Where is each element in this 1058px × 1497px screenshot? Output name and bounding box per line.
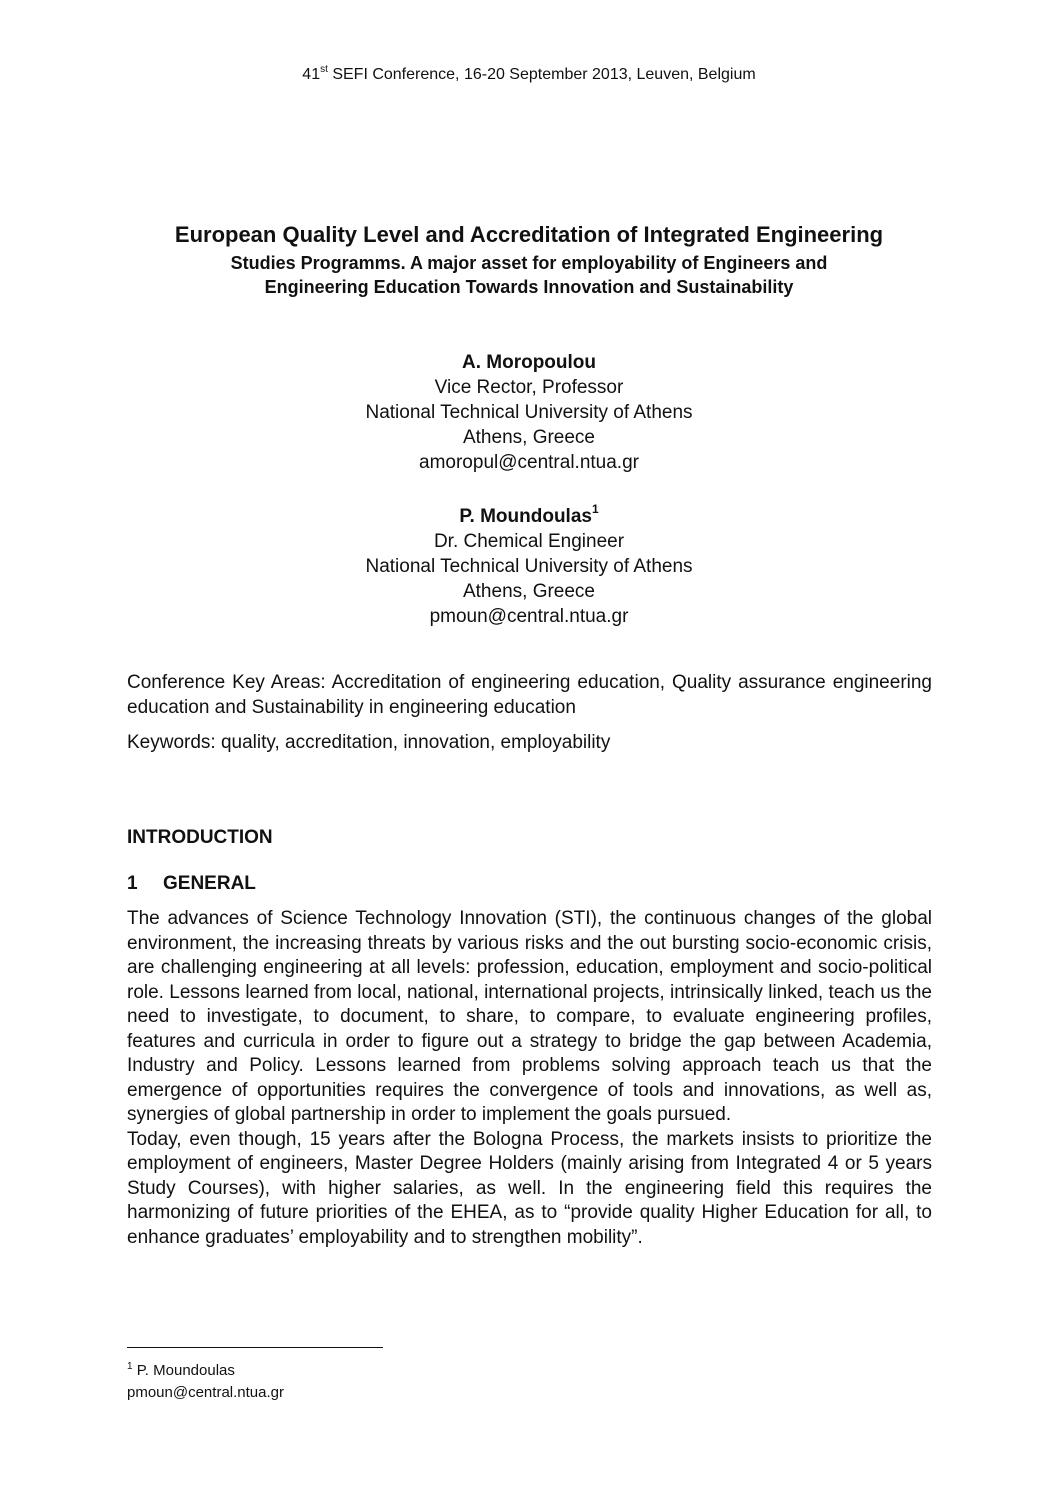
paper-title-subtitle [0, 251, 1058, 299]
author-name: A. Moropoulou [461, 352, 597, 373]
conference-key-areas: Conference Key Areas: Accreditation of engineering education, Quality assurance engineering education and Sustainability in engineering education [127, 672, 932, 718]
section-body [127, 907, 932, 1250]
paper-title-line1: European Quality Level and Accreditation of Integrated Engineering [174, 222, 884, 247]
paper-title-line2: Studies Programms. A major asset for employability of Engineers and [230, 253, 828, 273]
author-block-1 [0, 350, 1058, 475]
header-superscript: st [320, 64, 328, 75]
author-email[interactable]: pmoun@central.ntua.gr [429, 606, 629, 627]
author-block-2 [0, 497, 1058, 629]
author-name: P. Moundoulas [459, 506, 592, 527]
author-location: Athens, Greece [462, 581, 596, 602]
body-paragraph: Today, even though, 15 years after the Bologna Process, the markets insists to prioritize the employment of engineers, Master Degree Holders (mainly arising from Integrated 4 or 5 years Study Courses), with higher salaries, as well. In the engineering field this requires the harmonizing of future priorities of the EHEA, as to “provide quality Higher Education for all, to enhance graduates’ employability and to strengthen mobility”. [127, 1128, 932, 1248]
footnote-marker[interactable]: 1 [591, 502, 599, 516]
author-role: Vice Rector, Professor [434, 377, 624, 398]
author-location: Athens, Greece [462, 427, 596, 448]
footnote-email[interactable]: pmoun@central.ntua.gr [127, 1384, 284, 1401]
author-email[interactable]: amoropul@central.ntua.gr [419, 452, 639, 473]
header-number: 41 [302, 66, 321, 83]
footnote-name: P. Moundoulas [136, 1362, 235, 1379]
body-paragraph: The advances of Science Technology Innovation (STI), the continuous changes of the global environment, the increasing threats by various risks and the out bursting socio-economic crisis, are challenging engineering at all levels: profession, education, employment and socio-political role. Lessons learned from local, national, international projects, intrinsically linked, teach us the need to investigate, to document, to share, to compare, to evaluate engineering profiles, features and curricula in order to figure out a strategy to bridge the gap between Academia, Industry and Policy. Lessons learned from problems solving approach teach us that the emergence of opportunities requires the convergence of tools and innovations, as well as, synergies of global partnership in order to implement the goals pursued. [127, 908, 932, 1125]
keywords: Keywords: quality, accreditation, innovation, employability [127, 732, 611, 753]
footnote-rule [127, 1347, 383, 1348]
introduction-heading: INTRODUCTION [127, 827, 273, 848]
footnote-mark: 1 [127, 1361, 133, 1372]
section-number: 1 [127, 873, 138, 894]
running-header [0, 64, 1058, 84]
footnote [127, 1356, 284, 1404]
author-affiliation: National Technical University of Athens [365, 402, 693, 423]
section-title: GENERAL [163, 873, 256, 894]
paper-title-line3: Engineering Education Towards Innovation and Sustainability [264, 277, 794, 297]
author-role: Dr. Chemical Engineer [433, 531, 625, 552]
author-affiliation: National Technical University of Athens [365, 556, 693, 577]
section-heading [127, 872, 932, 897]
header-text: SEFI Conference, 16-20 September 2013, Leuven, Belgium [327, 66, 756, 83]
